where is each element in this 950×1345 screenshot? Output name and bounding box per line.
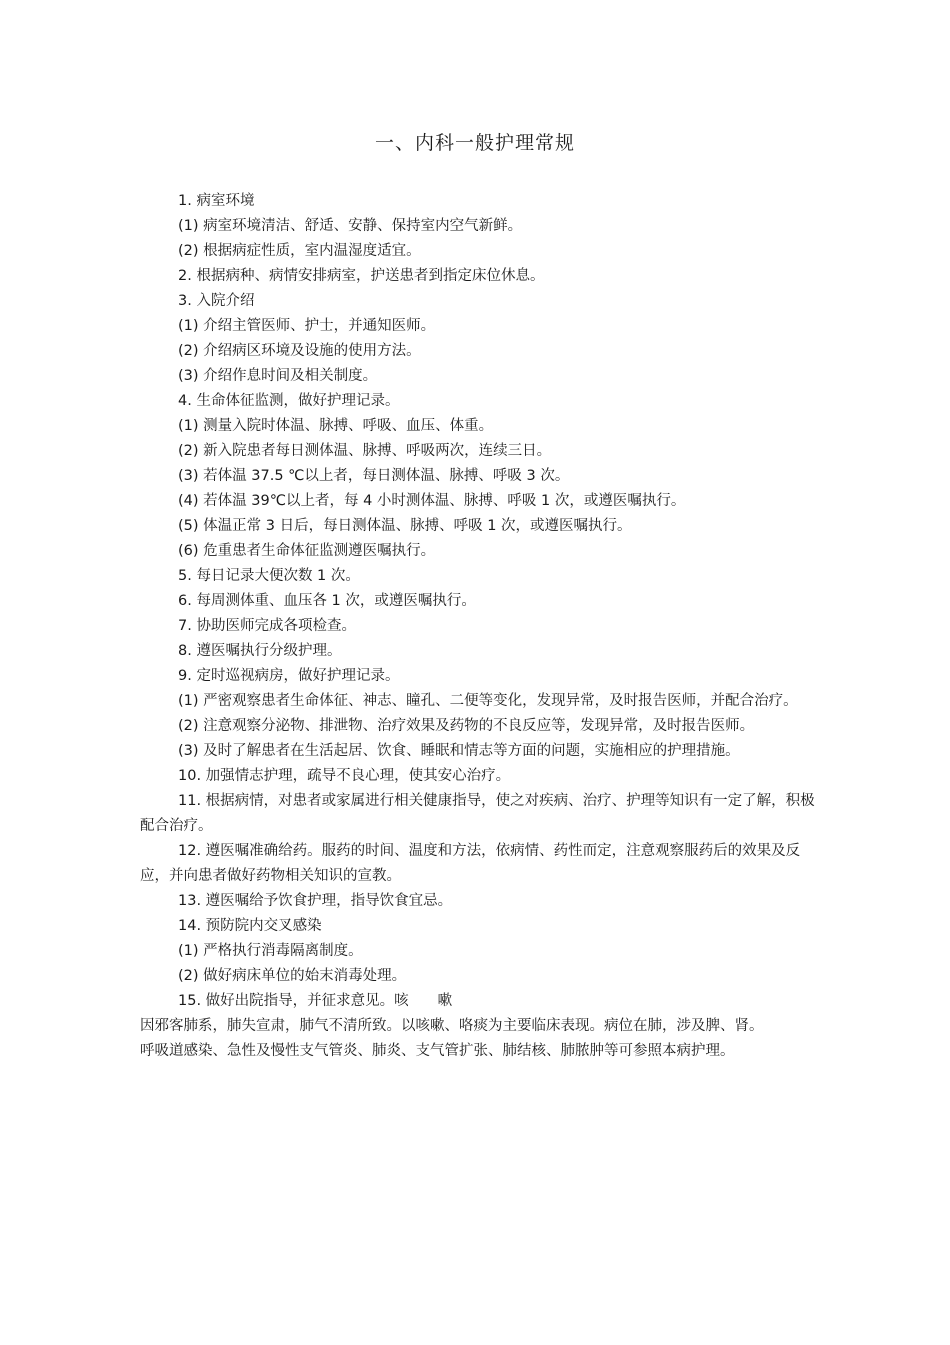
text-line: 6. 每周测体重、血压各 1 次，或遵医嘱执行。 [178,593,476,609]
text-paragraph: 13. 遵医嘱给予饮食护理，指导饮食宜忌。 [178,893,453,909]
text-line: 15. 做好出院指导，并征求意见。咳 嗽 [178,993,453,1009]
text-paragraph: 10. 加强情志护理，疏导不良心理，使其安心治疗。 [178,768,511,784]
text-line: 9. 定时巡视病房，做好护理记录。 [178,668,400,684]
text-line: 8. 遵医嘱执行分级护理。 [178,643,342,659]
text-paragraph: (3) 及时了解患者在生活起居、饮食、睡眠和情志等方面的问题，实施相应的护理措施。 [178,743,740,759]
text-line: (1) 测量入院时体温、脉搏、呼吸、血压、体重。 [178,418,494,434]
page-title: 一、内科一般护理常规 [374,132,575,154]
text-line: (2) 根据病症性质，室内温湿度适宜。 [178,243,421,259]
text-line: (1) 病室环境清洁、舒适、安静、保持室内空气新鲜。 [178,218,523,234]
text-line: 1. 病室环境 [178,193,255,209]
text-line: 4. 生命体征监测，做好护理记录。 [178,393,400,409]
text-line: (3) 若体温 37.5 ℃以上者，每日测体温、脉搏、呼吸 3 次。 [178,468,570,484]
text-line: 5. 每日记录大便次数 1 次。 [178,568,360,584]
text-line: (2) 介绍病区环境及设施的使用方法。 [178,343,421,359]
text-paragraph: 11. 根据病情，对患者或家属进行相关健康指导，使之对疾病、治疗、护理等知识有一定了解，积极配合治疗。 [140,793,815,834]
closing-paragraph: 因邪客肺系，肺失宣肃，肺气不清所致。以咳嗽、咯痰为主要临床表现。病位在肺，涉及脾、肾。呼吸道感染、急性及慢性支气管炎、肺炎、支气管扩张、肺结核、肺脓肿等可参照本病护理。 [140,1018,764,1059]
text-line: (1) 严格执行消毒隔离制度。 [178,943,363,959]
text-line: (3) 介绍作息时间及相关制度。 [178,368,378,384]
text-line: (6) 危重患者生命体征监测遵医嘱执行。 [178,543,436,559]
text-line: 7. 协助医师完成各项检查。 [178,618,356,634]
text-line: (2) 新入院患者每日测体温、脉搏、呼吸两次，连续三日。 [178,443,552,459]
document-body [140,189,820,1064]
text-line: (4) 若体温 39℃以上者，每 4 小时测体温、脉搏、呼吸 1 次，或遵医嘱执行。 [178,493,686,509]
text-line: (2) 做好病床单位的始末消毒处理。 [178,968,407,984]
text-line: 2. 根据病种、病情安排病室，护送患者到指定床位休息。 [178,268,545,284]
text-line: (5) 体温正常 3 日后，每日测体温、脉搏、呼吸 1 次，或遵医嘱执行。 [178,518,632,534]
text-line: 3. 入院介绍 [178,293,255,309]
text-line: (1) 介绍主管医师、护士，并通知医师。 [178,318,436,334]
text-paragraph: 14. 预防院内交叉感染 [178,918,322,934]
text-paragraph: 12. 遵医嘱准确给药。服药的时间、温度和方法，依病情、药性而定，注意观察服药后的效果及反应，并向患者做好药物相关知识的宣教。 [140,843,801,884]
text-paragraph: (1) 严密观察患者生命体征、神志、瞳孔、二便等变化，发现异常，及时报告医师，并配合治疗。 [178,693,798,709]
text-paragraph: (2) 注意观察分泌物、排泄物、治疗效果及药物的不良反应等，发现异常，及时报告医师。 [178,718,755,734]
